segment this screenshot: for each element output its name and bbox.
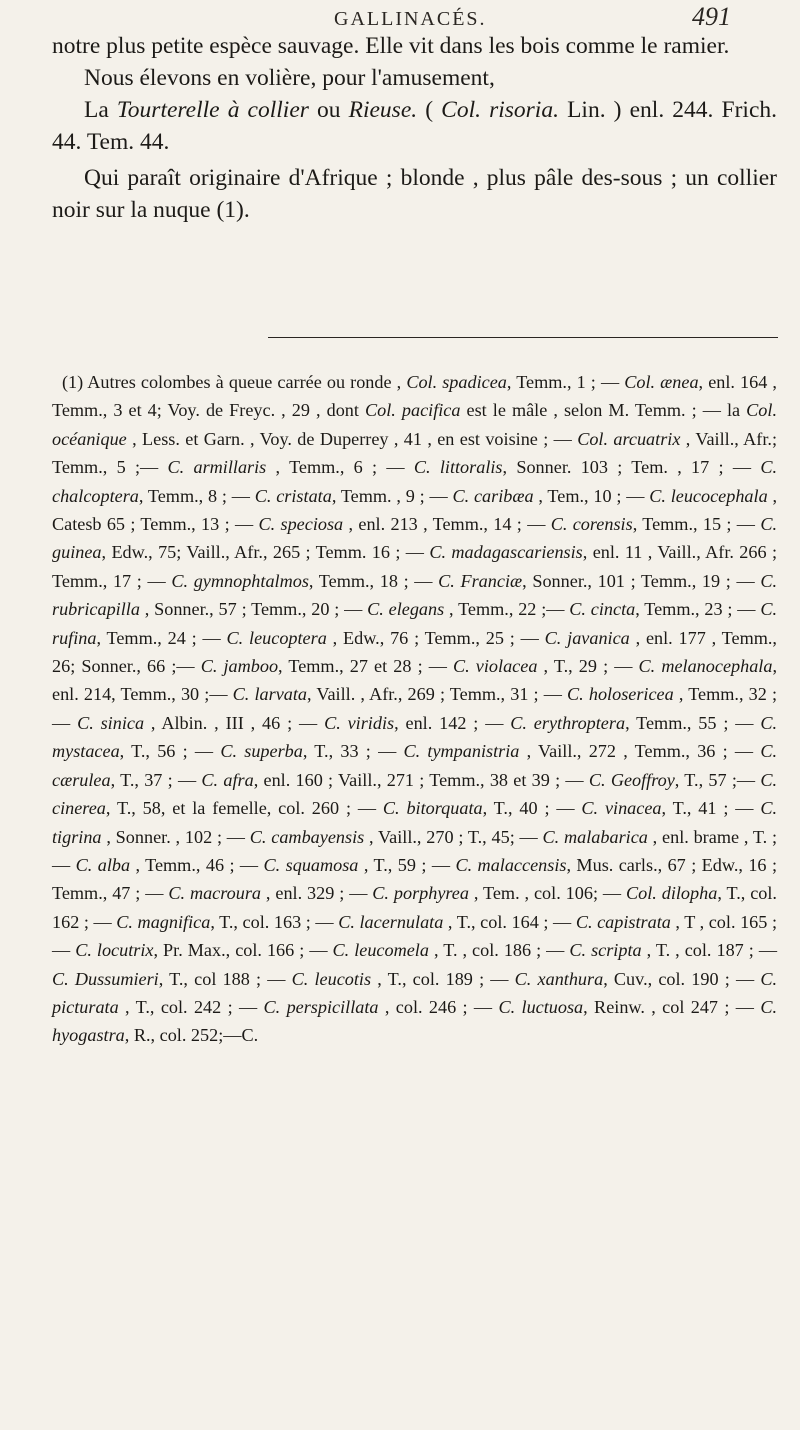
footnote-species-name: C. larvata (232, 684, 308, 705)
footnote-species-name: C. gymnophtalmos (171, 570, 309, 591)
footnote-text-run: , Less. et Garn. , Voy. de Duperrey , 41 , en est voisine ; — (126, 428, 578, 449)
footnote-text-run: , Pr. Max., col. 166 ; — (153, 940, 333, 961)
footnote-text-run: , enl. 329 ; — (261, 883, 373, 904)
footnote-text-run: , Temm., 6 ; — (266, 457, 414, 478)
footnote-species-name: C. cristata (254, 485, 332, 506)
footnote-text-run: , enl. 142 ; — (394, 712, 511, 733)
footnote-species-name: C. magnifica (116, 911, 211, 932)
species-name-french: Tourterelle à collier (116, 97, 309, 123)
footnote-text-run: , Tem., 10 ; — (533, 485, 650, 506)
footnote-text-run: , T. , col. 187 ; — (641, 940, 778, 961)
footnote-rule (268, 337, 778, 338)
footnote-species-name: C. rufina (52, 599, 777, 648)
footnote-text-run: , Cuv., col. 190 ; — (603, 968, 761, 989)
footnote-text-run: , enl. 213 , Temm., 14 ; — (343, 514, 551, 535)
footnote-species-name: C. tigrina (52, 798, 777, 847)
heading-conjunction: ou (308, 97, 349, 123)
footnote-species-name: C. erythroptera (510, 712, 626, 733)
footnote-text-run: , Edw., 75; Vaill., Afr., 265 ; Temm. 16 ; — (101, 542, 430, 563)
footnote-text-run: (1) Autres colombes à queue carrée ou ronde , (62, 372, 407, 392)
footnote-text-run: , Edw., 76 ; Temm., 25 ; — (326, 627, 545, 648)
footnote-text-run: , Sonner. 103 ; Tem. , 17 ; — (502, 457, 761, 478)
footnote (52, 368, 777, 1050)
footnote-text-run: , Temm., 1 ; — (506, 372, 625, 392)
footnote-text-run: , R., col. 252;—C. (124, 1025, 259, 1046)
footnote-species-name: C. leucomela (332, 940, 429, 961)
main-text (52, 30, 777, 226)
footnote-species-name: C. speciosa (258, 514, 344, 535)
footnote-text-run: , Reinw. , col 247 ; — (583, 996, 761, 1017)
footnote-species-name: C. viridis (324, 712, 395, 733)
footnote-text-run: est le mâle , selon M. Temm. ; — la (460, 400, 747, 421)
footnote-species-name: C. chalcoptera (52, 457, 778, 506)
footnote-species-name: Col. océanique (52, 400, 777, 449)
footnote-species-name: C. scripta (569, 940, 642, 961)
footnote-text-run: , Temm., 15 ; — (632, 514, 761, 535)
footnote-text-run: , Temm., 8 ; — (138, 485, 255, 506)
footnote-text-run: , Temm., 23 ; — (635, 599, 761, 620)
footnote-text-run: , enl. 177 , Temm., 26; Sonner., 66 ;— (52, 627, 777, 677)
footnote-text-run: , enl. brame , T. ; — (52, 826, 777, 875)
footnote-species-name: C. porphyrea (372, 883, 469, 904)
footnote-text-run: , T., 33 ; — (302, 741, 404, 762)
heading-prefix: La (84, 97, 117, 123)
footnote-species-name: Col. arcuatrix (577, 428, 681, 449)
footnote-species-name: C. locutrix (75, 940, 154, 961)
footnote-species-name: C. hyogastra (52, 996, 778, 1046)
footnote-text-run: , T., 58, et la femelle, col. 260 ; — (105, 798, 383, 819)
footnote-text-run: , Vaill. , Afr., 269 ; Temm., 31 ; — (307, 684, 568, 705)
footnote-species-name: C. Dussumieri (52, 968, 159, 989)
footnote-text-run: , T., col. 163 ; — (210, 911, 339, 932)
footnote-text-run: , T., 40 ; — (482, 798, 582, 819)
footnote-species-name: C. sinica (77, 712, 145, 733)
footnote-text-run: , T , col. 165 ; — (52, 911, 778, 961)
footnote-species-name: C. cambayensis (249, 826, 365, 847)
footnote-species-name: C. corensis (550, 514, 633, 535)
footnote-species-name: C. squamosa (263, 854, 359, 875)
footnote-species-name: Col. ænea (624, 372, 699, 392)
footnote-text-run: , Temm., 27 et 28 ; — (278, 656, 454, 677)
footnote-species-name: C. cinerea (52, 769, 778, 819)
footnote-text-run: , Tem. , col. 106; — (468, 883, 626, 904)
footnote-species-name: C. Geoffroy (588, 769, 675, 790)
footnote-text-run: , col. 246 ; — (378, 996, 499, 1017)
footnote-species-name: C. holosericea (567, 684, 674, 705)
footnote-species-name: C. mystacea (52, 712, 778, 762)
footnote-text-run: , Temm., 55 ; — (625, 712, 761, 733)
footnote-species-name: Col. spadicea (406, 372, 507, 392)
footnote-species-name: C. leucocephala (649, 485, 768, 506)
footnote-text-run: , Temm. , 9 ; — (331, 485, 453, 506)
footnote-text-run: , Sonner., 57 ; Temm., 20 ; — (139, 599, 368, 620)
footnote-text-run: , Vaill., 272 , Temm., 36 ; — (519, 741, 761, 762)
footnote-text-run: , enl. 160 ; Vaill., 271 ; Temm., 38 et 39 ; — (253, 769, 589, 790)
footnote-text-run: , Temm., 22 ;— (444, 599, 570, 620)
footnote-species-name: C. cincta (569, 599, 636, 620)
footnote-species-name: C. cærulea (52, 741, 778, 790)
footnote-species-name: C. leucotis (291, 968, 372, 989)
footnote-species-name: C. malaccensis (455, 854, 567, 875)
footnote-species-name: Col. dilopha (626, 883, 718, 904)
footnote-text-run: , Vaill., 270 ; T., 45; — (364, 826, 543, 847)
paragraph-voliere: Nous élevons en volière, pour l'amusement, (84, 65, 495, 91)
footnote-text-run: , Temm., 32 ; — (52, 684, 777, 733)
footnote-species-name: C. leucoptera (226, 627, 327, 648)
footnote-text-run: , T. , col. 186 ; — (428, 940, 570, 961)
footnote-text-run: , Mus. carls., 67 ; Edw., 16 ; Temm., 47 ; — (52, 854, 778, 904)
footnote-text-run: , T., col. 242 ; — (118, 996, 264, 1017)
footnote-text-run: , Sonner. , 102 ; — (101, 826, 250, 847)
footnote-species-name: C. xanthura (514, 968, 604, 989)
footnote-species-name: C. rubricapilla (52, 570, 778, 620)
footnote-text-run: , T., 56 ; — (119, 741, 221, 762)
footnote-species-name: C. perspicillata (263, 996, 379, 1017)
footnote-species-name: C. javanica (544, 627, 630, 648)
footnote-text-run: , enl. 164 , Temm., 3 et 4; Voy. de Freyc. , 29 , dont (52, 372, 777, 421)
footnote-species-name: C. superba (220, 741, 303, 762)
footnote-text-run: , T., 59 ; — (358, 854, 456, 875)
footnote-species-name: C. picturata (52, 968, 778, 1017)
footnote-species-name: C. tympanistria (403, 741, 520, 762)
running-head: GALLINACÉS. (334, 8, 487, 30)
footnote-text-run: , enl. 214, Temm., 30 ;— (52, 656, 777, 705)
footnote-text-run: , Sonner., 101 ; Temm., 19 ; — (522, 570, 761, 591)
footnote-species-name: C. luctuosa (498, 996, 584, 1017)
footnote-text-run: , T., 57 ;— (674, 769, 761, 790)
footnote-text-run: , Vaill., Afr.; Temm., 5 ;— (52, 428, 777, 478)
footnote-text-run: , Temm., 24 ; — (96, 627, 227, 648)
footnote-species-name: C. afra (201, 769, 254, 790)
footnote-text-run: , T., col 188 ; — (158, 968, 292, 989)
footnote-text-run: , T., col. 162 ; — (52, 883, 777, 932)
footnote-species-name: C. jamboo (200, 656, 279, 677)
footnote-species-name: C. guinea (52, 514, 777, 563)
footnote-species-name: C. melanocephala (638, 656, 773, 677)
footnote-species-name: C. violacea (453, 656, 538, 677)
footnote-species-name: C. bitorquata (382, 798, 483, 819)
footnote-species-name: C. lacernulata (338, 911, 444, 932)
page-number: 491 (692, 2, 731, 31)
footnote-text-run: , Albin. , III , 46 ; — (144, 712, 325, 733)
footnote-species-name: C. macroura (168, 883, 262, 904)
footnote-species-name: C. vinacea (581, 798, 662, 819)
footnote-text-run: , Temm., 46 ; — (130, 854, 264, 875)
footnote-text-run: , T., 41 ; — (661, 798, 761, 819)
footnote-species-name: C. armillaris (167, 457, 267, 478)
footnote-species-name: C. capistrata (575, 911, 671, 932)
paragraph-continuation: notre plus petite espèce sauvage. Elle vit dans les bois comme le ramier. (52, 33, 730, 59)
footnote-species-name: C. caribæa (452, 485, 534, 506)
footnote-text-run: , T., 29 ; — (537, 656, 639, 677)
footnote-text-run: , T., col. 189 ; — (371, 968, 515, 989)
footnote-species-name: C. malabarica (542, 826, 648, 847)
footnote-species-name: Col. pacifica (365, 400, 461, 421)
paragraph-species-heading (52, 94, 777, 158)
footnote-species-name: C. alba (75, 854, 131, 875)
footnote-species-name: C. Franciæ (438, 570, 523, 591)
footnote-species-name: C. littoralis (413, 457, 503, 478)
footnote-text-run: , Catesb 65 ; Temm., 13 ; — (52, 485, 778, 535)
paragraph-description: Qui paraît originaire d'Afrique ; blonde , plus pâle des-sous ; un collier noir sur la nuque (1). (52, 165, 777, 223)
species-name-latin: Col. risoria. (441, 97, 559, 123)
footnote-text-run: , Temm., 18 ; — (308, 570, 439, 591)
footnote-text (52, 368, 777, 1050)
footnote-text-run: , T., 37 ; — (110, 769, 202, 790)
footnote-text-run: , enl. 11 , Vaill., Afr. 266 ; Temm., 17 ; — (52, 542, 778, 591)
species-references: Lin. ) enl. 244. Frich. 44. Tem. 44. (52, 97, 777, 155)
footnote-species-name: C. elegans (367, 599, 445, 620)
paren-open: ( (417, 97, 442, 123)
footnote-species-name: C. madagascariensis (429, 542, 583, 563)
footnote-text-run: , T., col. 164 ; — (443, 911, 576, 932)
species-name-french-alt: Rieuse. (348, 97, 418, 123)
